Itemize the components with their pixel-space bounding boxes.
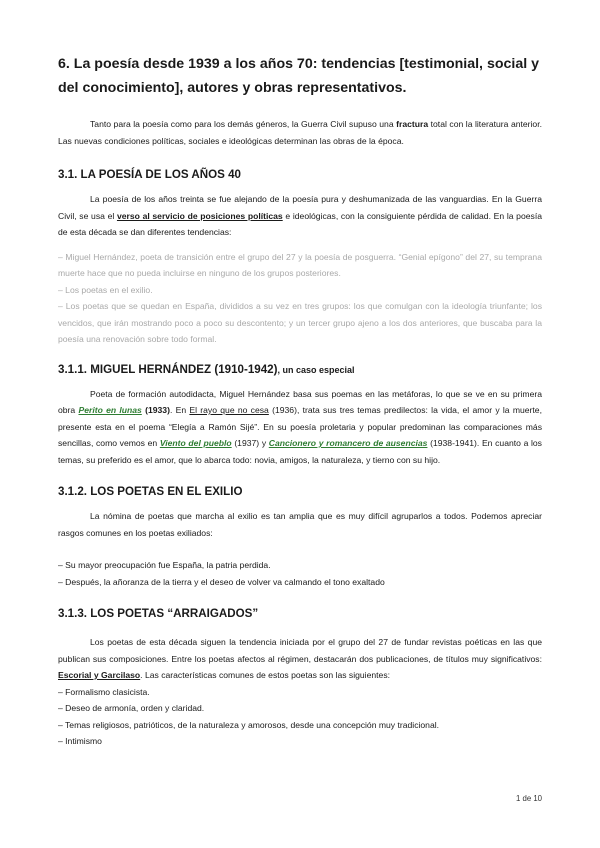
- section-3-1-1: [58, 362, 542, 469]
- s311-text-4: (1936), trata sus tres temas predilectos: la vida, el amor y la muerte, presente esta en el poema “Elegía a Ramón Sijé”. En su poesía proletaria y popular predominan las comparaciones más sencillas, como vemos en: [58, 405, 542, 448]
- s31-text-end: e ideológicas, con la consiguiente pérdida de calidad. En la poesía de esta década se dan diferentes tendencias:: [58, 210, 542, 237]
- section-3-1-heading: 3.1. LA POESÍA DE LOS AÑOS 40: [58, 168, 241, 181]
- section-3-1: [58, 167, 542, 348]
- section-3-1-2-paragraph: La nómina de poetas que marcha al exilio es tan amplia que es muy difícil agruparlos a todos. Podemos apreciar rasgos comunes en los poetas exiliados:: [58, 511, 542, 538]
- intro-text: Tanto para la poesía como para los demás géneros, la Guerra Civil supuso una: [90, 119, 397, 129]
- feature-item-2: – Deseo de armonía, orden y claridad.: [58, 703, 205, 713]
- intro-text-end: total con la literatura anterior. Las nuevas condiciones políticas, sociales e ideológicas determinan las obras de la época.: [58, 119, 542, 146]
- exile-item-1: – Su mayor preocupación fue España, la patria perdida.: [58, 560, 271, 570]
- grey-item-1: – Miguel Hernández, poeta de transición entre el grupo del 27 y la poesía de posguerra. “Genial epígono” del 27, su temprana muerte hace que no pueda incluirse en ninguno de los grupos posteriores.: [58, 251, 542, 278]
- section-3-1-1-paragraph: [58, 386, 542, 469]
- section-3-1-3-paragraph: [58, 634, 542, 684]
- page-number: 1 de 10: [515, 794, 542, 803]
- work-link-viento-del-pueblo: Viento del pueblo: [159, 438, 232, 448]
- section-3-1-1-heading: [58, 362, 542, 378]
- s311-text-6: (1938-1941). En cuanto a los temas, su preferido es el amor, que lo abarca todo: novia, amigos, la naturaleza, y tierno con su hijo.: [58, 438, 542, 465]
- s313-text-end: . Las características comunes de estos poetas son las siguientes:: [140, 670, 390, 680]
- s311-year-bold: (1933): [141, 405, 170, 415]
- s311-text-5: (1937) y: [231, 438, 269, 448]
- feature-item-4: – Intimismo: [58, 736, 102, 746]
- grey-item-3: – Los poetas que se quedan en España, divididos a su vez en tres grupos: los que comulgan con la ideología triunfante; los vencidos, que irán mostrando poco a poco su descontento; y un tercer grupo ajeno a los dos anteriores, que buscaba para la poesía una renovación sobre todo formal.: [58, 301, 542, 344]
- s31-bold-underline: verso al servicio de posiciones políticas: [116, 210, 283, 221]
- section-3-1-paragraph: [58, 191, 542, 241]
- feature-item-3: – Temas religiosos, patrióticos, de la naturaleza y amorosos, desde una concepción muy tradicional.: [58, 719, 440, 730]
- work-el-rayo-que-no-cesa: El rayo que no cesa: [189, 405, 269, 415]
- s311-heading-sub: , un caso especial: [277, 364, 355, 375]
- section-3-1-3: [58, 606, 542, 750]
- feature-item-1: – Formalismo clasicista.: [58, 686, 150, 697]
- s313-bold-underline: Escorial y Garcilaso: [58, 670, 141, 680]
- exile-item-2: – Después, la añoranza de la tierra y el deseo de volver va calmando el tono exaltado: [58, 576, 385, 587]
- work-link-perito-en-lunas: Perito en lunas: [78, 405, 142, 415]
- document-page: [58, 52, 542, 750]
- section-3-1-2-heading: 3.1.2. LOS POETAS EN EL EXILIO: [58, 485, 243, 498]
- work-link-cancionero: Cancionero y romancero de ausencias: [268, 438, 428, 448]
- grey-item-2: – Los poetas en el exilio.: [58, 284, 153, 295]
- s311-text-1: Poeta de formación autodidacta, Miguel Hernández basa sus poemas en las metáforas, lo que se ve en su primera obra: [58, 388, 542, 415]
- intro-paragraph: [58, 116, 542, 149]
- section-3-1-3-heading: 3.1.3. LOS POETAS “ARRAIGADOS”: [58, 607, 259, 620]
- s31-text: La poesía de los años treinta se fue alejando de la poesía pura y deshumanizada de las vanguardias. En la Guerra Civil, se usa el: [58, 194, 542, 221]
- section-3-1-2: [58, 484, 542, 590]
- s311-text-3: . En: [169, 405, 190, 415]
- s311-heading-main: 3.1.1. MIGUEL HERNÁNDEZ (1910-1942): [58, 362, 278, 376]
- s313-text: Los poetas de esta década siguen la tendencia iniciada por el grupo del 27 de fundar revistas poéticas en las que publican sus composiciones. Entre los poetas afectos al régimen, destacarán dos publicaciones, de títulos muy significativos:: [58, 637, 542, 664]
- page-title: 6. La poesía desde 1939 a los años 70: tendencias [testimonial, social y del conocimiento], autores y obras representativos.: [58, 56, 539, 96]
- intro-bold: fractura: [396, 119, 429, 129]
